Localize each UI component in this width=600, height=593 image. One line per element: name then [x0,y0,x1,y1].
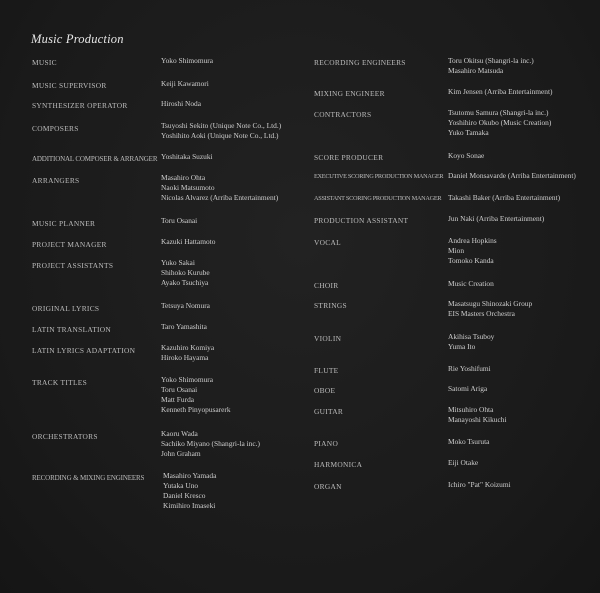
credit-role: MUSIC SUPERVISOR [32,81,107,90]
credit-role: PROJECT ASSISTANTS [32,261,114,270]
credit-role: SYNTHESIZER OPERATOR [32,101,128,110]
credit-role: ASSISTANT SCORING PRODUCTION MANAGER [314,195,442,202]
credit-role: OBOE [314,386,336,395]
credit-names: Hiroshi Noda [161,99,202,108]
credit-names: Masatsugu Shinozaki Group EIS Masters Orchestra [448,299,533,318]
credit-role: SCORE PRODUCER [314,153,384,162]
credit-names: Kazuki Hattamoto [161,237,216,246]
credit-role: FLUTE [314,366,339,375]
credit-names: Taro Yamashita [161,322,207,331]
credit-role: COMPOSERS [32,124,79,133]
credit-role: VOCAL [314,238,341,247]
credit-names: Daniel Monsavarde (Arriba Entertainment) [448,171,576,180]
credit-names: Tetsuya Nomura [161,301,210,310]
credit-names: Toru Okitsu (Shangri-la inc.) Masahiro Matsuda [448,56,534,75]
credit-names: Kim Jensen (Arriba Entertainment) [448,87,553,96]
credit-names: Satomi Ariga [448,384,488,393]
credit-role: STRINGS [314,301,347,310]
credit-names: Ichiro "Pat" Koizumi [448,480,511,489]
credit-role: ORGAN [314,482,342,491]
credit-names: Jun Naki (Arriba Entertainment) [448,214,545,223]
credit-names: Mitsuhiro Ohta Manayoshi Kikuchi [448,405,507,424]
credit-role: ORCHESTRATORS [32,432,98,441]
credit-role: MUSIC PLANNER [32,219,96,228]
credit-names: Yuko Sakai Shihoko Kurube Ayako Tsuchiya [161,258,210,287]
credit-role: PROJECT MANAGER [32,240,107,249]
credit-names: Akihisa Tsuboy Yuma Ito [448,332,495,351]
credit-names: Music Creation [448,279,494,288]
credit-names: Masahiro Ohta Naoki Matsumoto Nicolas Alvarez (Arriba Entertainment) [161,173,279,202]
credit-role: PIANO [314,439,339,448]
credit-role: ARRANGERS [32,176,80,185]
credit-role: RECORDING & MIXING ENGINEERS [32,474,145,482]
credit-names: Toru Osanai [161,216,198,225]
credit-names: Takashi Baker (Arriba Entertainment) [448,193,561,202]
credit-role: PRODUCTION ASSISTANT [314,216,409,225]
credit-role: EXECUTIVE SCORING PRODUCTION MANAGER [314,173,444,180]
credit-names: Yoko Shimomura Toru Osanai Matt Furda Kenneth Pinyopusarerk [161,375,231,414]
credit-role: LATIN TRANSLATION [32,325,112,334]
credit-role: ADDITIONAL COMPOSER & ARRANGER [32,155,158,163]
credit-role: VIOLIN [314,334,342,343]
credit-role: LATIN LYRICS ADAPTATION [32,346,136,355]
credit-names: Tsutomu Samura (Shangri-la inc.) Yoshihiro Okubo (Music Creation) Yuko Tamaka [448,108,552,137]
credit-names: Kazuhiro Komiya Hiroko Hayama [161,343,215,362]
credit-names: Koyo Sonae [448,151,485,160]
credit-names: Tsuyoshi Sekito (Unique Note Co., Ltd.) Yoshihito Aoki (Unique Note Co., Ltd.) [161,121,282,140]
credit-names: Rie Yoshifumi [448,364,491,373]
section-heading: Music Production [31,32,124,46]
credit-names: Moko Tsuruta [448,437,490,446]
credit-names: Andrea Hopkins Mion Tomoko Kanda [448,236,497,265]
credit-names: Kaoru Wada Sachiko Miyano (Shangri-la inc.) John Graham [161,429,260,458]
credit-role: GUITAR [314,407,344,416]
credit-names: Masahiro Yamada Yutaka Uno Daniel Kresco Kimihiro Imaseki [163,471,217,510]
credit-names: Yoshitaka Suzuki [161,152,213,161]
credit-role: ORIGINAL LYRICS [32,304,100,313]
credit-names: Eiji Otake [448,458,479,467]
credit-names: Yoko Shimomura [161,56,214,65]
credit-role: RECORDING ENGINEERS [314,58,406,67]
credit-role: CONTRACTORS [314,110,372,119]
credit-role: CHOIR [314,281,339,290]
credit-role: MIXING ENGINEER [314,89,385,98]
credit-role: MUSIC [32,58,57,67]
credit-role: TRACK TITLES [32,378,87,387]
credit-role: HARMONICA [314,460,363,469]
credit-names: Keiji Kawamori [161,79,209,88]
